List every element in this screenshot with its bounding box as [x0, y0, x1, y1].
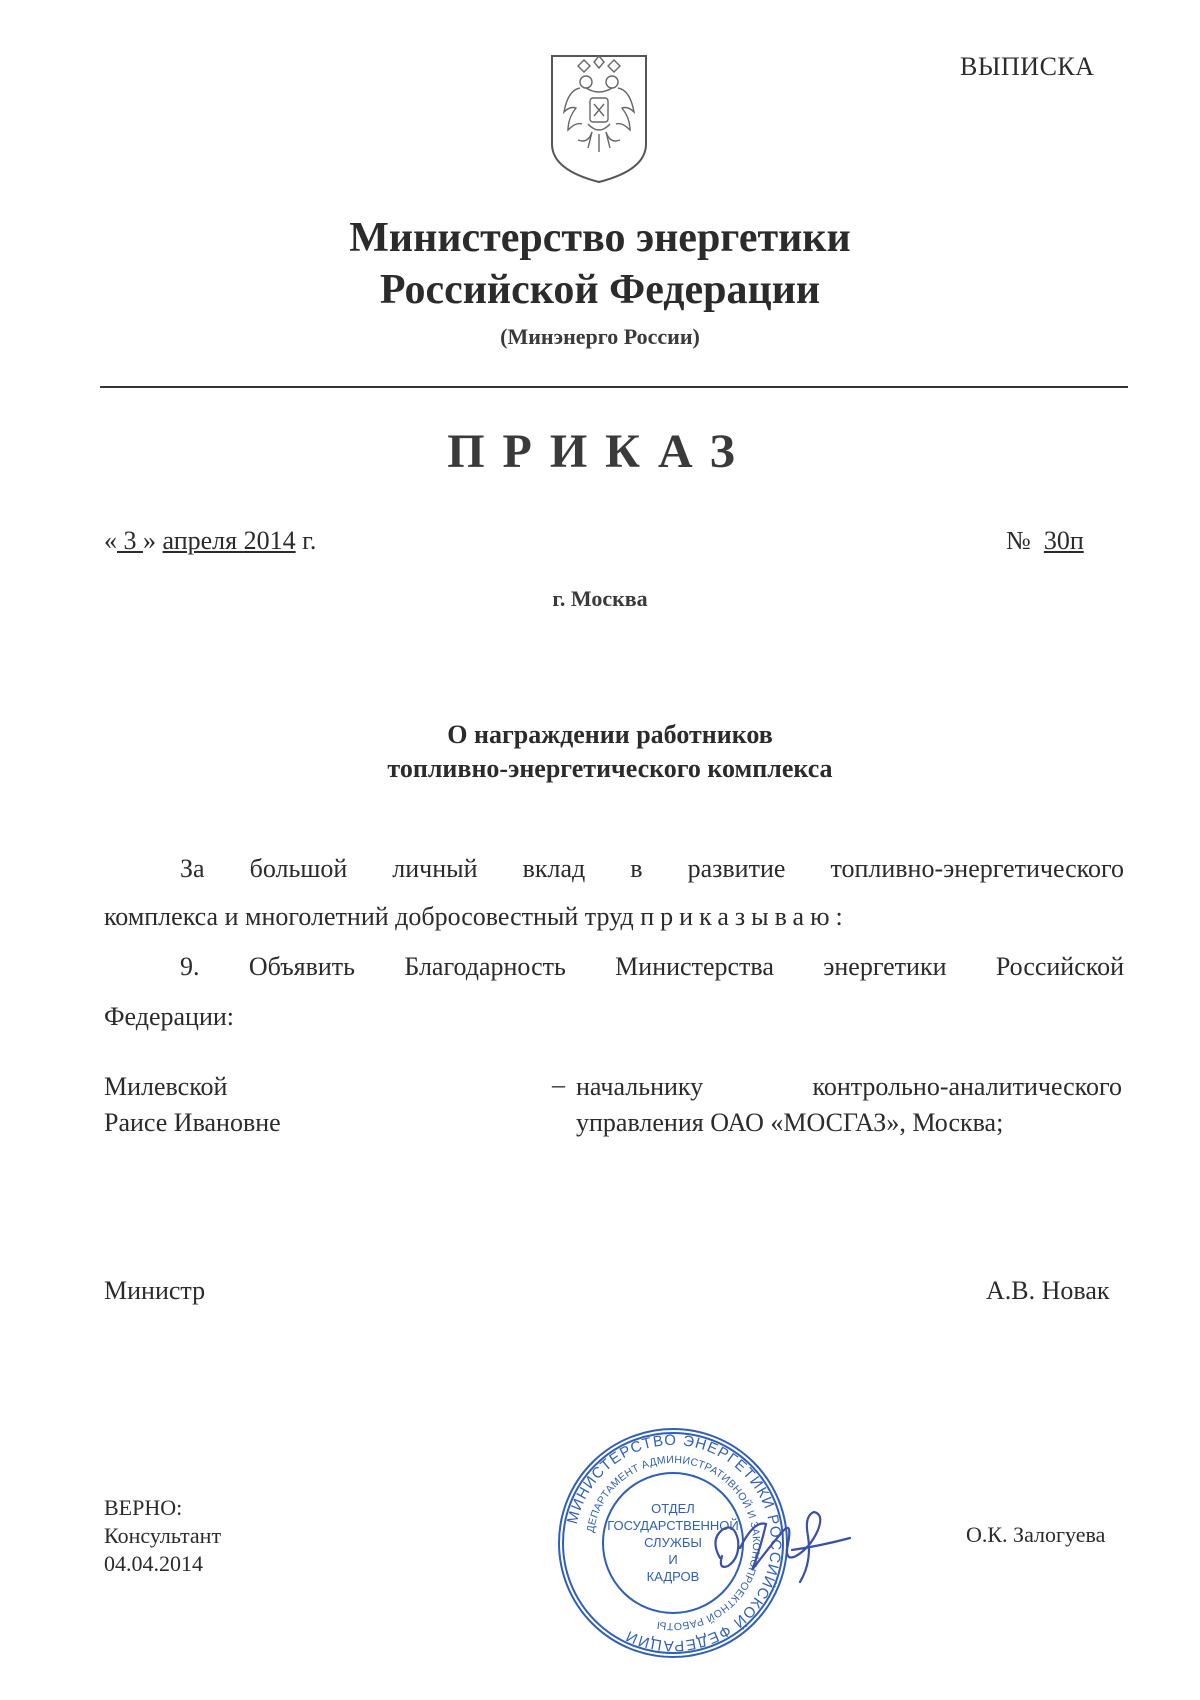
certification-name: О.К. Залогуева [966, 1522, 1106, 1547]
date-day: 3 [117, 526, 143, 555]
order-word: приказываю: [640, 902, 849, 931]
date-open-quote: « [104, 526, 117, 555]
awardee-given-names: Раисе Ивановне [104, 1108, 281, 1137]
date-month: апреля [162, 526, 244, 555]
date-suffix: г. [302, 526, 317, 555]
signatory-name: А.В. Новак [986, 1276, 1110, 1305]
awardee-dash: – [552, 1070, 565, 1099]
body-text: За большой личный вклад в развитие топливно-энергетического [180, 854, 1124, 883]
header-divider [100, 386, 1128, 388]
handwritten-signature [700, 1500, 860, 1590]
org-short-name: (Минэнерго России) [500, 324, 700, 349]
body-paragraph2-line2: Федерации: [104, 1002, 235, 1031]
coat-of-arms-icon [548, 52, 650, 186]
stamp-center-line: КАДРОВ [646, 1569, 700, 1584]
body-paragraph2-line1 [104, 950, 1124, 984]
order-number [1006, 526, 1084, 556]
body-paragraph1-line1 [104, 852, 1124, 886]
body-text: комплекса и многолетний добросовестный труд [104, 902, 634, 931]
date-close-quote: » [143, 526, 156, 555]
number-value: 30п [1043, 526, 1084, 555]
stamp-ring-inner-text: ДЕПАРТАМЕНТ АДМИНИСТРАТИВНОЙ И ЗАКОНОПРОЕКТНОЙ РАБОТЫ [584, 1453, 763, 1633]
body-paragraph1-line2 [104, 900, 1124, 934]
awardee-surname: Милевской [104, 1072, 228, 1101]
signatory-role: Министр [104, 1276, 206, 1305]
stamp-center-line: СЛУЖБЫ [644, 1535, 702, 1550]
certification-date: 04.04.2014 [104, 1551, 203, 1576]
number-label: № [1006, 526, 1031, 555]
subject-line2: топливно-энергетического комплекса [387, 754, 833, 783]
org-name-line2: Российской Федерации [379, 267, 821, 313]
date-year: 2014 [243, 526, 296, 555]
awardee-post-line2: управления ОАО «МОСГАЗ», Москва; [576, 1108, 1004, 1137]
stamp-center-line: ОТДЕЛ [651, 1501, 695, 1516]
order-date [104, 526, 316, 556]
certification-position: Консультант [104, 1523, 222, 1548]
copy-mark: ВЫПИСКА [960, 52, 1095, 81]
stamp-center-line: ГОСУДАРСТВЕННОЙ [607, 1518, 739, 1533]
issuing-city: г. Москва [552, 586, 648, 611]
body-text: 9. Объявить Благодарность Министерства энергетики Российской [180, 952, 1124, 981]
stamp-ring-outer-text: МИНИСТЕРСТВО ЭНЕРГЕТИКИ РОССИЙСКОЙ ФЕДЕРАЦИИ [563, 1431, 785, 1655]
stamp-center-line: И [668, 1552, 678, 1567]
awardee-post-line1: начальнику контрольно-аналитического [576, 1072, 1122, 1101]
subject-line1: О награждении работников [447, 720, 773, 749]
document-type: ПРИКАЗ [447, 425, 753, 478]
certification-block [104, 1494, 221, 1578]
certification-verified: ВЕРНО: [104, 1495, 183, 1520]
org-name-line1: Министерство энергетики [349, 215, 851, 261]
